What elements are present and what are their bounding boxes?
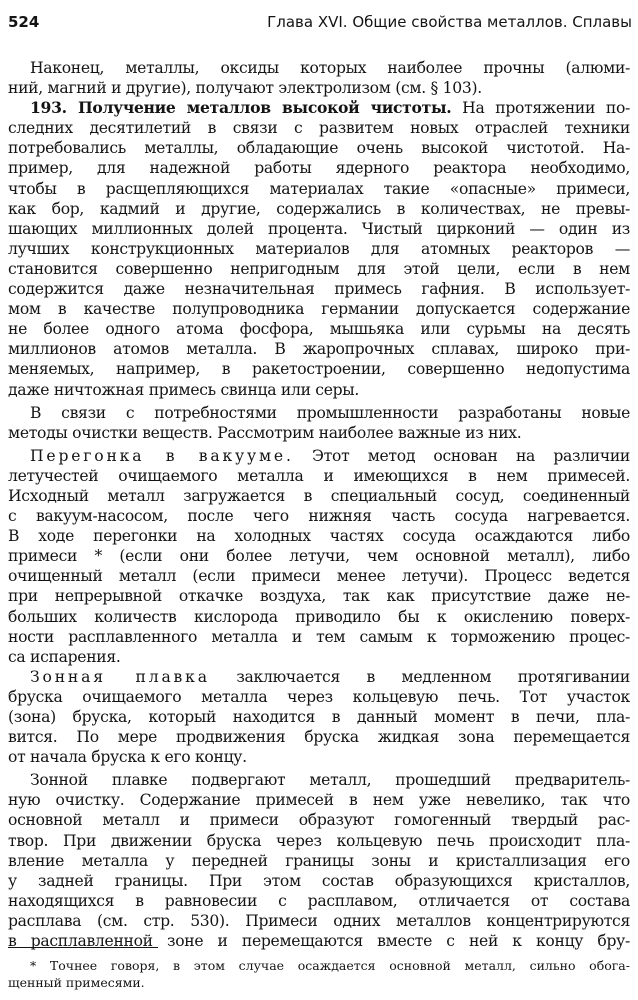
- subsection-line: [8, 446, 630, 466]
- text-line: очищенный металл (если примеси менее летучи). Процесс ведется: [8, 567, 630, 586]
- text-line: лучших конструкционных материалов для атомных реакторов —: [8, 239, 630, 258]
- text-fragment: На протяжении по-: [451, 99, 630, 118]
- text-line: как бор, кадмий и другие, содержались в количествах, не превы-: [8, 199, 630, 218]
- text-line: В связи с потребностями промышленности разработаны новые: [30, 403, 630, 422]
- footnote-line: щенный примесями.: [8, 975, 145, 990]
- text-line: вится. По мере продвижения бруска жидкая зона перемещается: [8, 728, 630, 747]
- main-text: [8, 58, 630, 951]
- text-line: при непрерывной откачке воздуха, так как присутствие даже не-: [8, 587, 630, 606]
- text-line: бруска очищаемого металла через кольцевую печь. Тот участок: [8, 687, 630, 706]
- text-line: у задней границы. При этом состав образующихся кристаллов,: [8, 871, 630, 890]
- page-number: 524: [8, 13, 40, 31]
- text-line: становится совершенно непригодным для этой цели, если в нем: [8, 259, 630, 278]
- footnote: [8, 957, 630, 991]
- text-line: чтобы в расщепляющихся материалах такие «опасные» примеси,: [8, 179, 630, 198]
- text-line: примеси * (если они более летучи, чем основной металл), либо: [8, 547, 630, 566]
- text-line: (зона) бруска, который находится в данный момент в печи, пла-: [8, 708, 630, 726]
- text-line: Зонной плавке подвергают металл, прошедший предваритель-: [30, 771, 630, 790]
- text-line: с вакуум-насосом, после чего нижняя часть сосуда нагревается.: [8, 507, 630, 526]
- text-line: мом в качестве полупроводника германии допускается содержание: [8, 300, 630, 319]
- text-line: миллионов атомов металла. В жаропрочных сплавах, широко при-: [8, 340, 630, 359]
- page-header: [8, 10, 632, 34]
- subsection-line: [8, 667, 630, 687]
- text-line: следних десятилетий в связи с развитем новых отраслей техники: [8, 119, 630, 138]
- text-line: твор. При движении бруска через кольцевую печь происходит пла-: [8, 831, 630, 850]
- text-line: в расплавленной зоне и перемещаются вместе с ней к концу бру-: [8, 932, 630, 951]
- text-line: ности расплавленного металла и тем самым к торможению процес-: [8, 627, 630, 646]
- text-line: В ходе перегонки на холодных частях сосуда осаждаются либо: [8, 527, 630, 546]
- text-line: даже ничтожная примесь свинца или серы.: [8, 380, 360, 399]
- text-line: расплава (см. стр. 530). Примеси одних металлов концентрируются: [8, 911, 630, 930]
- section-heading: 193. Получение металлов высокой чистоты.: [30, 98, 452, 118]
- text-fragment: Этот метод основан на различии: [293, 446, 630, 465]
- text-line: пример, для надежной работы ядерного реактора необходимо,: [8, 159, 630, 178]
- section-heading-line: [8, 98, 630, 118]
- text-line: летучестей очищаемого металла и имеющихся в нем примесей.: [8, 466, 630, 485]
- text-line: находящихся в равновесии с расплавом, отличается от состава: [8, 891, 630, 910]
- text-line: Наконец, металлы, оксиды которых наиболее прочны (алюми-: [30, 59, 630, 77]
- text-line: вление металла у передней границы зоны и кристаллизация его: [8, 851, 630, 870]
- text-line: от начала бруска к его концу.: [8, 748, 247, 767]
- spaced-term: Зонная плавка: [30, 667, 210, 686]
- text-fragment: заключается в медленном протягивании: [209, 667, 630, 686]
- text-line: основной металл и примеси образуют гомогенный твердый рас-: [8, 811, 630, 830]
- text-line: больших количеств кислорода приводило бы к окислению поверх-: [8, 607, 630, 626]
- text-line: ний, магний и другие), получают электролизом (см. § 103).: [8, 79, 482, 98]
- text-line: не более одного атома фосфора, мышьяка или сурьмы на десять: [8, 320, 630, 339]
- footnote-line: * Точнее говоря, в этом случае осаждается основной металл, сильно обога-: [30, 958, 630, 973]
- text-line: содержится даже незначительная примесь гафния. В использует-: [8, 280, 630, 299]
- text-line: меняемых, например, в ракетостроении, совершенно недопустима: [8, 360, 630, 379]
- text-line: потребовались металлы, обладающие очень высокой чистотой. На-: [8, 139, 630, 158]
- text-line: методы очистки веществ. Рассмотрим наиболее важные из них.: [8, 423, 522, 442]
- text-line: шающих миллионных долей процента. Чистый цирконий — один из: [8, 219, 630, 238]
- text-line: ную очистку. Содержание примесей в нем уже невелико, так что: [8, 791, 630, 810]
- spaced-term: Перегонка в вакууме.: [30, 446, 294, 465]
- text-line: Исходный металл загружается в специальный сосуд, соединенный: [8, 486, 630, 505]
- running-title: Глава XVI. Общие свойства металлов. Сплавы: [267, 13, 632, 31]
- text-line: са испарения.: [8, 647, 121, 666]
- footnote-divider: [8, 947, 158, 948]
